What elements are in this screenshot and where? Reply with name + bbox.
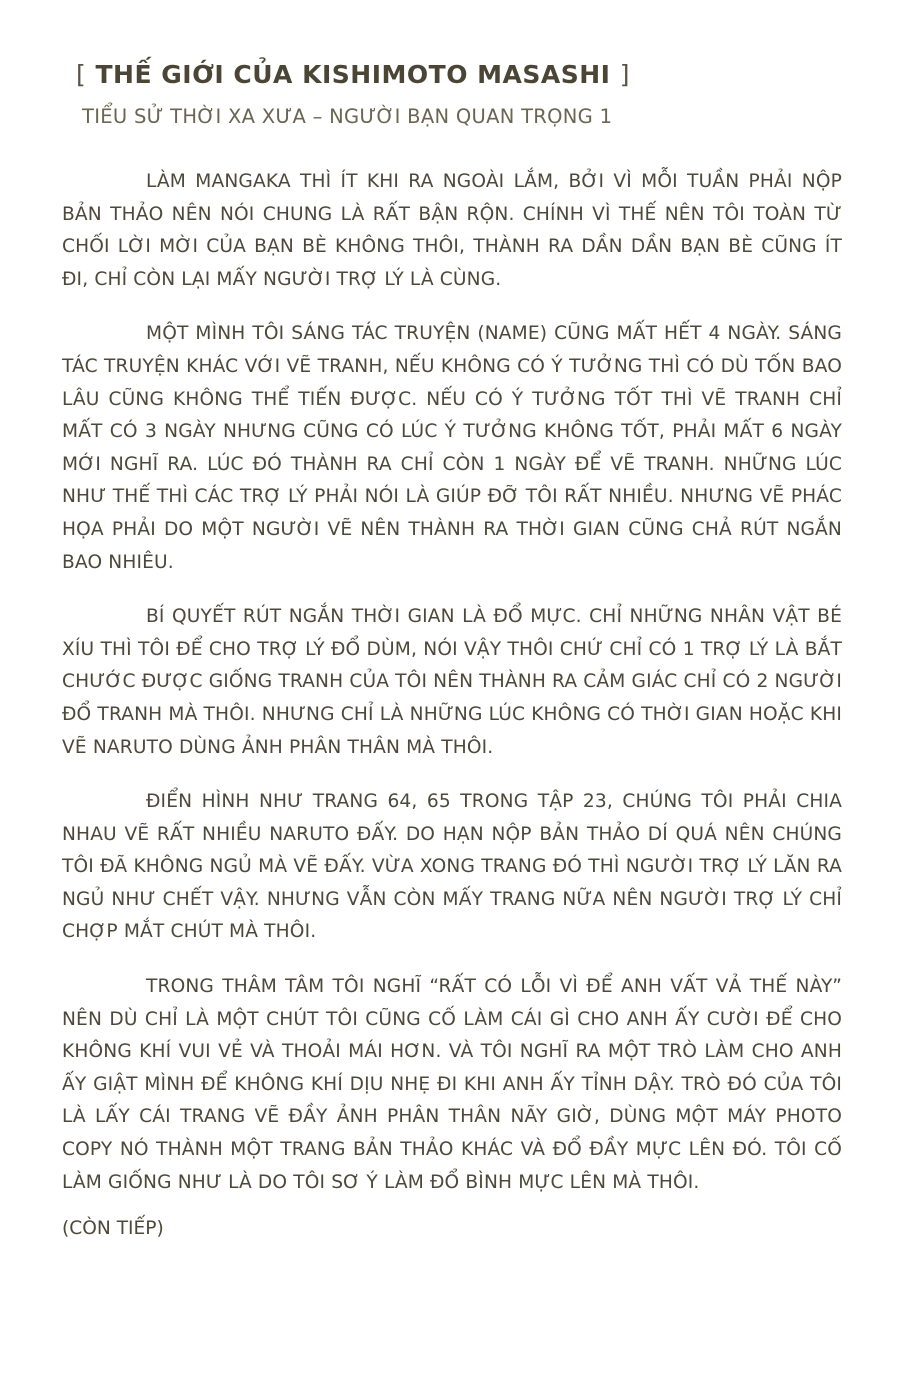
title-text: THẾ GIỚI CỦA KISHIMOTO MASASHI [95,60,611,89]
article-subtitle: TIỂU SỬ THỜI XA XƯA – NGƯỜI BẠN QUAN TRỌNG 1 [82,105,613,128]
paragraph-1: LÀM MANGAKA THÌ ÍT KHI RA NGOÀI LẮM, BỞI VÌ MỖI TUẦN PHẢI NỘP BẢN THẢO NÊN NÓI CHUNG LÀ RẤT BẬN RỘN. CHÍNH VÌ THẾ NÊN TÔI TOÀN TỪ CHỐI LỜI MỜI CỦA BẠN BÈ KHÔNG THÔI, THÀNH RA DẦN DẦN BẠN BÈ CŨNG ÍT ĐI, CHỈ CÒN LẠI MẤY NGƯỜI TRỢ LÝ LÀ CÙNG. [62,171,842,290]
article-header [76,58,856,132]
title-bracket-open: [ [76,60,87,89]
paragraph-3: BÍ QUYẾT RÚT NGẮN THỜI GIAN LÀ ĐỔ MỰC. CHỈ NHỮNG NHÂN VẬT BÉ XÍU THÌ TÔI ĐỂ CHO TRỢ LÝ ĐỔ DÙM, NÓI VẬY THÔI CHỨ CHỈ CÓ 1 TRỢ LÝ LÀ BẮT CHƯỚC ĐƯỢC GIỐNG TRANH CỦA TÔI NÊN THÀNH RA CẢM GIÁC CHỈ CÓ 2 NGƯỜI ĐỔ TRANH MÀ THÔI. NHƯNG CHỈ LÀ NHỮNG LÚC KHÔNG CÓ THỜI GIAN HOẶC KHI VẼ NARUTO DÙNG ẢNH PHÂN THÂN MÀ THÔI. [62,606,842,758]
paragraph-5: TRONG THÂM TÂM TÔI NGHĨ “RẤT CÓ LỖI VÌ ĐỂ ANH VẤT VẢ THẾ NÀY” NÊN DÙ CHỈ LÀ MỘT CHÚT TÔI CŨNG CỐ LÀM CÁI GÌ CHO ANH ẤY CƯỜI ĐỂ CHO KHÔNG KHÍ VUI VẺ VÀ THOẢI MÁI HƠN. VÀ TÔI NGHĨ RA MỘT TRÒ LÀM CHO ANH ẤY GIẬT MÌNH ĐỂ KHÔNG KHÍ DỊU NHẸ ĐI KHI ANH ẤY TỈNH DẬY. TRÒ ĐÓ CỦA TÔI LÀ LẤY CÁI TRANG VẼ ĐẦY ẢNH PHÂN THÂN NÃY GIỜ, DÙNG MỘT MÁY PHOTO COPY NÓ THÀNH MỘT TRANG BẢN THẢO KHÁC VÀ ĐỔ ĐẦY MỰC LÊN ĐÓ. TÔI CỐ LÀM GIỐNG NHƯ LÀ DO TÔI SƠ Ý LÀM ĐỔ BÌNH MỰC LÊN MÀ THÔI. [62,976,842,1193]
article-body [62,166,842,1221]
paragraph-2: MỘT MÌNH TÔI SÁNG TÁC TRUYỆN (NAME) CŨNG MẤT HẾT 4 NGÀY. SÁNG TÁC TRUYỆN KHÁC VỚI VẼ TRANH, NẾU KHÔNG CÓ Ý TƯỞNG THÌ CÓ DÙ TỐN BAO LÂU CŨNG KHÔNG THỂ TIẾN ĐƯỢC. NẾU CÓ Ý TƯỞNG TỐT THÌ VẼ TRANH CHỈ MẤT CÓ 3 NGÀY NHƯNG CŨNG CÓ LÚC Ý TƯỞNG KHÔNG TỐT, PHẢI MẤT 6 NGÀY MỚI NGHĨ RA. LÚC ĐÓ THÀNH RA CHỈ CÒN 1 NGÀY ĐỂ VẼ TRANH. NHỮNG LÚC NHƯ THẾ THÌ CÁC TRỢ LÝ PHẢI NÓI LÀ GIÚP ĐỠ TÔI RẤT NHIỀU. NHƯNG VẼ PHÁC HỌA PHẢI DO MỘT NGƯỜI VẼ NÊN THÀNH RA THỜI GIAN CŨNG CHẢ RÚT NGẮN BAO NHIÊU. [62,323,842,573]
title-bracket-close: ] [619,60,630,89]
to-be-continued-note: (CÒN TIẾP) [62,1218,164,1239]
paragraph-4: ĐIỂN HÌNH NHƯ TRANG 64, 65 TRONG TẬP 23, CHÚNG TÔI PHẢI CHIA NHAU VẼ RẤT NHIỀU NARUTO ĐẤY. DO HẠN NỘP BẢN THẢO DÍ QUÁ NÊN CHÚNG TÔI ĐÃ KHÔNG NGỦ MÀ VẼ ĐẤY. VỪA XONG TRANG ĐÓ THÌ NGƯỜI TRỢ LÝ LĂN RA NGỦ NHƯ CHẾT VẬY. NHƯNG VẪN CÒN MẤY TRANG NỮA NÊN NGƯỜI TRỢ LÝ CHỈ CHỢP MẮT CHÚT MÀ THÔI. [62,791,842,943]
article-title [76,58,856,92]
